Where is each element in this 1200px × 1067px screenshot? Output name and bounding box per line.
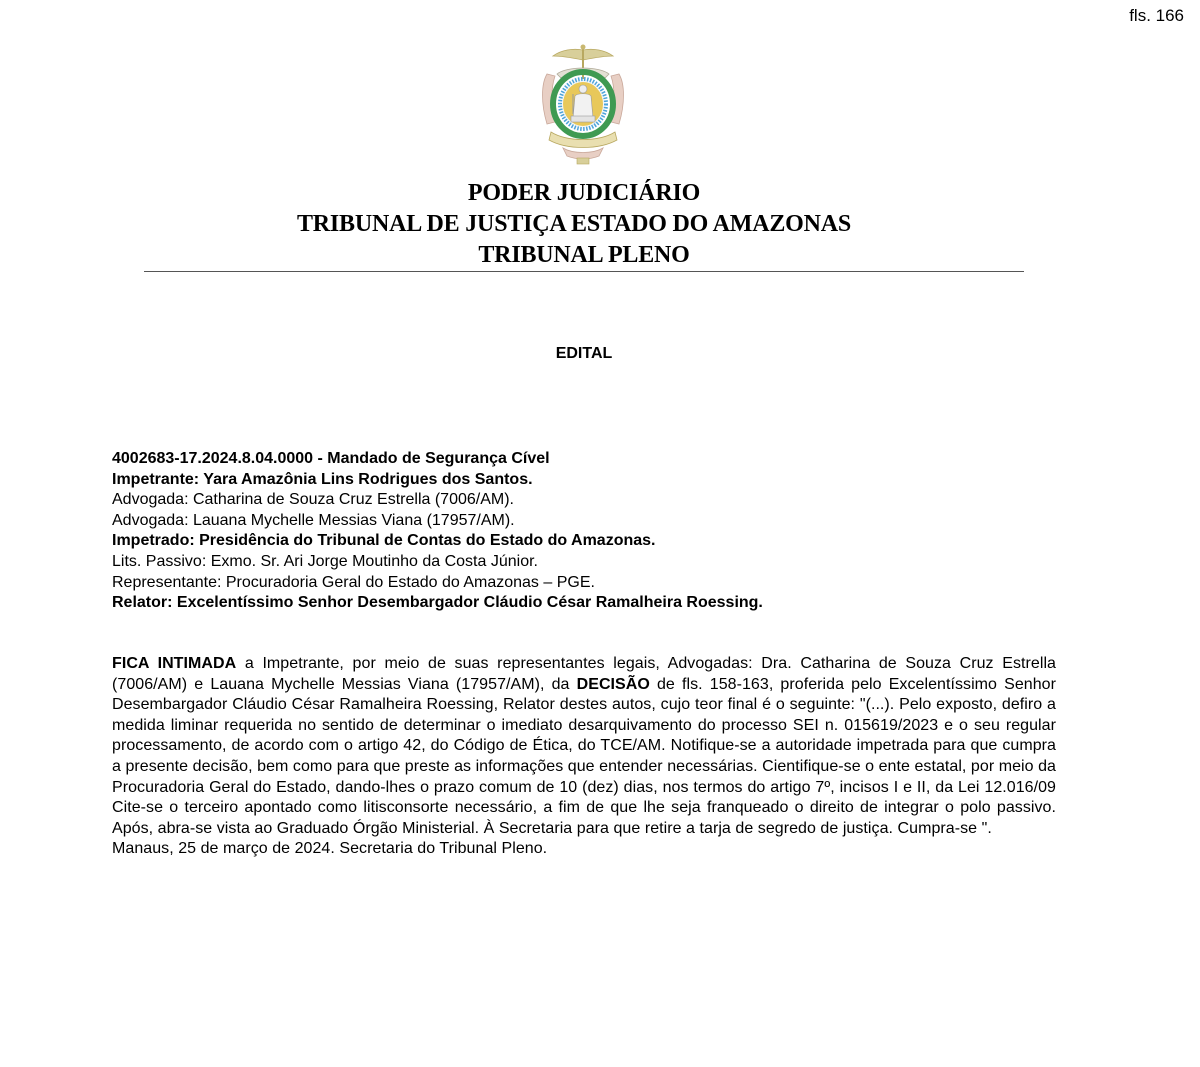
closing-line: Manaus, 25 de março de 2024. Secretaria do Tribunal Pleno. [112, 840, 548, 858]
advogada-2: Advogada: Lauana Mychelle Messias Viana (17957/AM). [112, 511, 515, 529]
impetrado: Impetrado: Presidência do Tribunal de Contas do Estado do Amazonas. [112, 532, 656, 550]
intimation-part-2: de fls. 158-163, proferida pelo Excelentíssimo Senhor Desembargador Cláudio César Ramalheira Roessing, Relator destes autos, cujo teor final é o seguinte: "(...). Pelo exposto, defiro a medida liminar requerida no sentido de determinar o imediato desarquivamento do processo SEI n. 015619/2023 e o seu regular processamento, de acordo com o artigo 42, do Código de Ética, do TCE/AM. Notifique-se a autoridade impetrada para que cumpra a presente decisão, bem como para que preste as informações que entender necessárias. Cientifique-se o ente estatal, por meio da Procuradoria Geral do Estado, dando-lhes o prazo comum de 10 (dez) dias, nos termos do artigo 7º, incisos I e II, da Lei 12.016/09 Cite-se o terceiro apontado como litisconsorte necessário, a fim de que lhe seja franqueado o direito de integrar o polo passivo. Após, abra-se vista ao Graduado Órgão Ministerial. À Secretaria para que retire a tarja de segredo de justiça. Cumpra-se ". [112, 675, 1057, 837]
relator: Relator: Excelentíssimo Senhor Desembargador Cláudio César Ramalheira Roessing. [112, 594, 763, 612]
coat-of-arms-graphic [533, 44, 633, 168]
header-divider [144, 271, 1024, 272]
intimation-text [112, 654, 1056, 839]
document-title: EDITAL [555, 345, 613, 362]
impetrante: Impetrante: Yara Amazônia Lins Rodrigues dos Santos. [112, 470, 533, 488]
case-heading: 4002683-17.2024.8.04.0000 - Mandado de Segurança Cível [112, 450, 550, 467]
court-header [144, 178, 1024, 271]
header-line-tribunal-justica: TRIBUNAL DE JUSTIÇA ESTADO DO AMAZONAS [296, 211, 852, 237]
intimation-paragraph [112, 654, 1056, 860]
advogada-1: Advogada: Catharina de Souza Cruz Estrella (7006/AM). [112, 491, 514, 509]
representante: Representante: Procuradoria Geral do Estado do Amazonas – PGE. [112, 573, 595, 591]
case-parties [112, 449, 1052, 614]
header-line-tribunal-pleno: TRIBUNAL PLENO [478, 242, 690, 268]
page-number: fls. 166 [1129, 6, 1184, 25]
header-line-poder-judiciario: PODER JUDICIÁRIO [467, 180, 701, 206]
intimation-part-1: a Impetrante, por meio de suas representantes legais, Advogadas: Dra. Catharina de Souza Cruz Estrella (7006/AM) e Lauana Mychelle Messias Viana (17957/AM), da [112, 655, 1056, 693]
decision-label: DECISÃO [576, 675, 650, 693]
lits-passivo: Lits. Passivo: Exmo. Sr. Ari Jorge Moutinho da Costa Júnior. [112, 552, 538, 570]
tjam-coat-of-arms-icon [533, 44, 633, 168]
intimation-lead: FICA INTIMADA [112, 655, 237, 672]
